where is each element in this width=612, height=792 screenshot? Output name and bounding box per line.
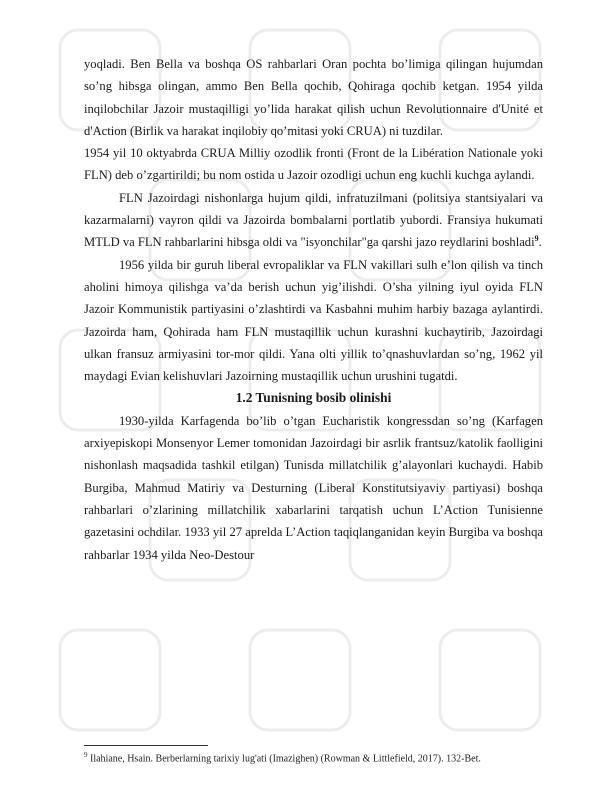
footnote-number: 9 [84,751,88,759]
paragraph-4: 1956 yilda bir guruh liberal evropaliklar va FLN vakillari sulh e’lon qilish va tinch aholini himoya qilishga va’da berish uchun yig’ilishdi. O’sha yilning iyul oyida FLN Jazoir Kommunistik partiyasini o’zlashtirdi va Kasbahni muhim harbiy bazaga aylantirdi. Jazoirda ham, Qohirada ham FLN mustaqillik uchun kurashni kuchaytirib, Jazoirdagi ulkan fransuz armiyasini tor-mor qildi. Yana olti yillik to’qnashuvlardan so’ng, 1962 yil maydagi Evian kelishuvlari Jazoirning mustaqillik uchun urushini tugatdi. [84,257,543,384]
paragraph-2: 1954 yil 10 oktyabrda CRUA Milliy ozodlik fronti (Front de la Libération Nationale yoki FLN) deb o’zgartirildi; bu nom ostida u Jazoir ozodligi uchun eng kuchli kuchga aylandi. [84,146,543,183]
footnote-reference[interactable]: 9 [534,234,539,244]
paragraph-5: 1930-yilda Karfagenda bo’lib o’tgan Eucharistik kongressdan so’ng (Karfagen arxiyepiskopi Monsenyor Lemer tomonidan Jazoirdagi bir asrlik frantsuz/katolik faolligini nishonlash maqsadida tashkil etilgan) Tunisda millatchilik g’alayonlari kuchaydi. Habib Burgiba, Mahmud Matiriy va Desturning (Liberal Konstitutsiyaviy partiyasi) boshqa rahbarlari o’zlarining millatchilik xabarlarini tarqatish uchun L’Action Tunisienne gazetasini ochdilar. 1933 yil 27 aprelda L’Action taqiqlanganidan keyin Burgiba va boshqa rahbarlar 1934 yilda Neo-Destour [84,413,543,562]
paragraph-1: yoqladi. Ben Bella va boshqa OS rahbarlari Oran pochta bo’limiga qilingan hujumdan so’ng hibsga olingan, ammo Ben Bella qochib, Qohiraga qochib ketgan. 1954 yilda inqilobchilar Jazoir mustaqilligi yo’lida harakat qilish uchun Revolutionnaire d'Unité et d'Action (Birlik va harakat inqilobiy qo’mitasi yoki CRUA) ni tuzdilar. [84,57,543,138]
footnote [84,748,554,766]
footnote-text: Ilahiane, Hsain. Berberlarning tarixiy lug'ati (Imazighen) (Rowman & Littlefield, 2017). 132-Bet. [87,753,481,765]
paragraph-3-end: . [538,235,542,250]
footnote-divider [84,745,208,746]
paragraph-3-text: FLN Jazoirdagi nishonlarga hujum qildi, infratuzilmani (politsiya stantsiyalari va kazarmalarni) vayron qildi va Jazoirda bombalarni portlatib yubordi. Fransiya hukumati MTLD va FLN rahbarlarini hibsga oldi va "isyonchilar"ga qarshi jazo reydlarini boshladi [84,190,543,250]
main-text [84,53,543,566]
paragraph-3 [84,187,543,254]
section-heading: 1.2 Tunisning bosib olinishi [235,390,392,406]
